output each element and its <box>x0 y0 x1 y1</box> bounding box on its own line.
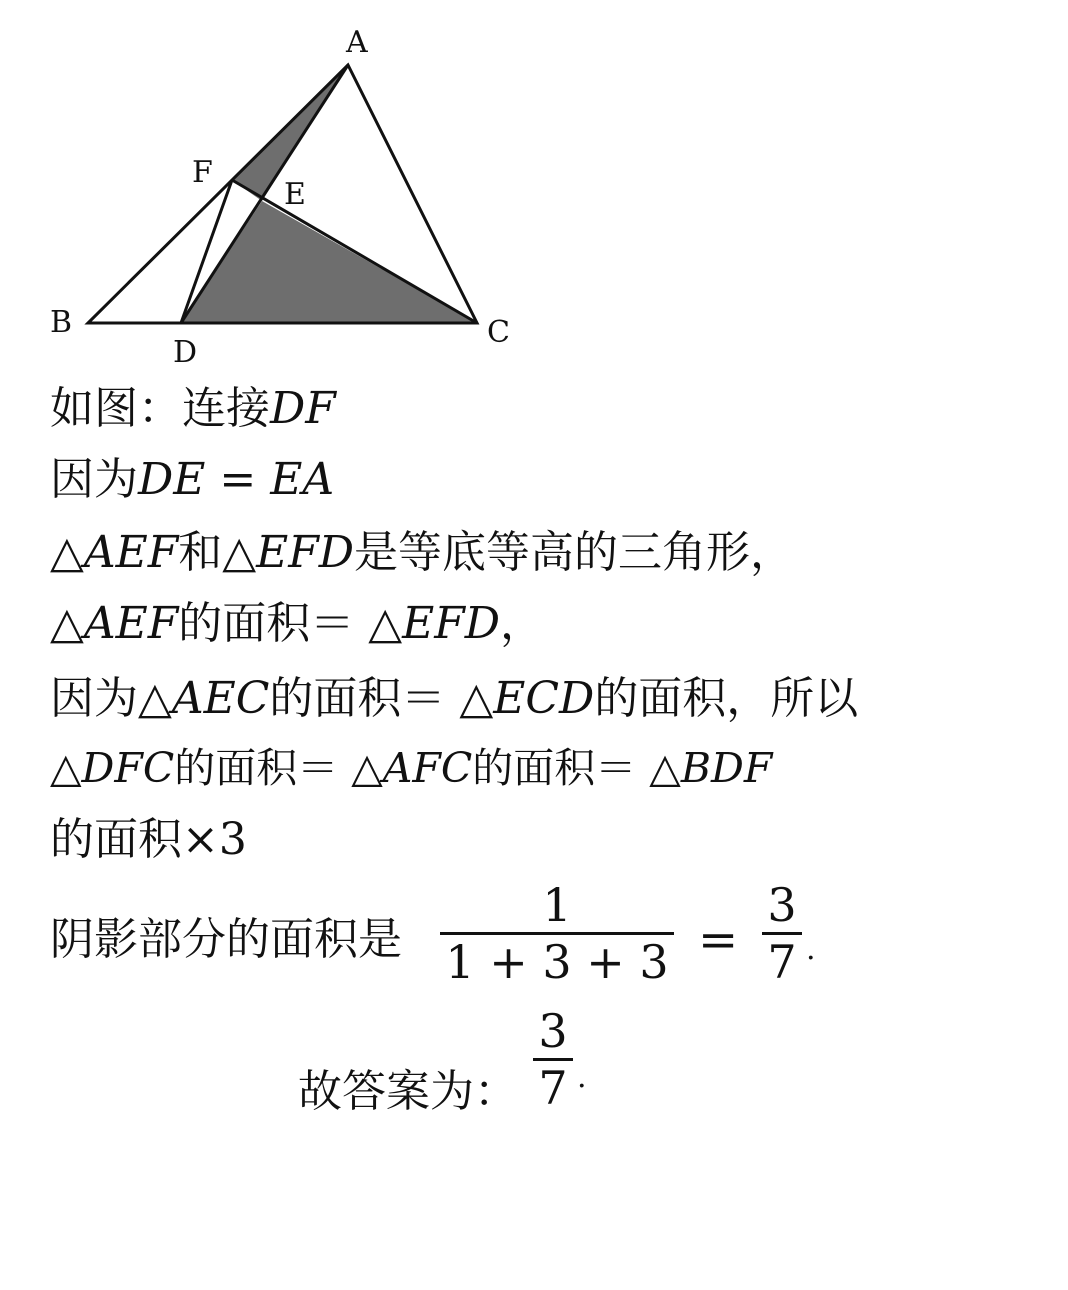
line2-math: DE = EA <box>138 454 335 505</box>
line6-tri3: △BDF <box>649 744 773 792</box>
fraction1-numerator: 1 <box>542 878 572 932</box>
line3-and: 和 <box>178 527 223 578</box>
solution-line-6 <box>50 742 772 794</box>
label-f: F <box>192 155 213 190</box>
line3-text: 是等底等高的三角形， <box>354 527 795 578</box>
label-b: B <box>50 305 73 340</box>
line1-text: 如图：连接 <box>50 383 270 434</box>
line2-text: 因为 <box>50 454 138 505</box>
triangle-figure <box>0 0 560 380</box>
solution-line-5 <box>50 673 858 725</box>
solution-line-8 <box>50 914 402 966</box>
answer-fraction <box>533 1004 573 1115</box>
line7-text: 的面积 <box>50 814 182 865</box>
label-a: A <box>346 25 368 60</box>
answer-line <box>298 1066 518 1118</box>
line4-tail: ， <box>500 598 545 649</box>
answer-numerator: 3 <box>538 1004 568 1058</box>
label-d: D <box>173 335 198 370</box>
line5-pre: 因为 <box>50 673 138 724</box>
line6-mid2: 的面积＝ <box>472 744 650 792</box>
line4-text: 的面积＝ <box>178 598 369 649</box>
answer-text: 故答案为： <box>298 1066 518 1117</box>
line5-tri1: △AEC <box>138 673 270 724</box>
fraction-three-sevenths <box>762 878 802 989</box>
line5-mid: 的面积＝ <box>269 673 460 724</box>
solution-line-7 <box>50 814 247 866</box>
fraction2-denominator: 7 <box>767 935 797 989</box>
solution-line-1 <box>50 383 336 435</box>
shaded-region-edc <box>181 201 477 323</box>
label-e: E <box>284 177 306 212</box>
line5-tri2: △ECD <box>459 673 595 724</box>
line7-times: ×3 <box>182 814 247 865</box>
line3-tri2: △EFD <box>222 527 355 578</box>
solution-line-2 <box>50 454 334 506</box>
line8-period: . <box>806 932 816 967</box>
line8-text: 阴影部分的面积是 <box>50 914 402 965</box>
label-c: C <box>487 315 510 350</box>
line5-post: 的面积，所以 <box>594 673 859 724</box>
solution-line-4 <box>50 598 544 650</box>
line4-tri1: △AEF <box>50 598 179 649</box>
line6-tri2: △AFC <box>351 744 473 792</box>
line6-tri1: △DFC <box>50 744 175 792</box>
line1-math: DF <box>270 383 336 434</box>
line3-tri1: △AEF <box>50 527 179 578</box>
answer-period: . <box>577 1060 587 1095</box>
answer-denominator: 7 <box>538 1061 568 1115</box>
solution-line-3 <box>50 527 794 579</box>
fraction1-denominator: 1 + 3 + 3 <box>445 935 669 989</box>
line8-equals: = <box>698 912 739 968</box>
line6-mid1: 的面积＝ <box>174 744 352 792</box>
line4-tri2: △EFD <box>368 598 501 649</box>
fraction-one-over-seven <box>440 878 674 989</box>
fraction2-numerator: 3 <box>767 878 797 932</box>
